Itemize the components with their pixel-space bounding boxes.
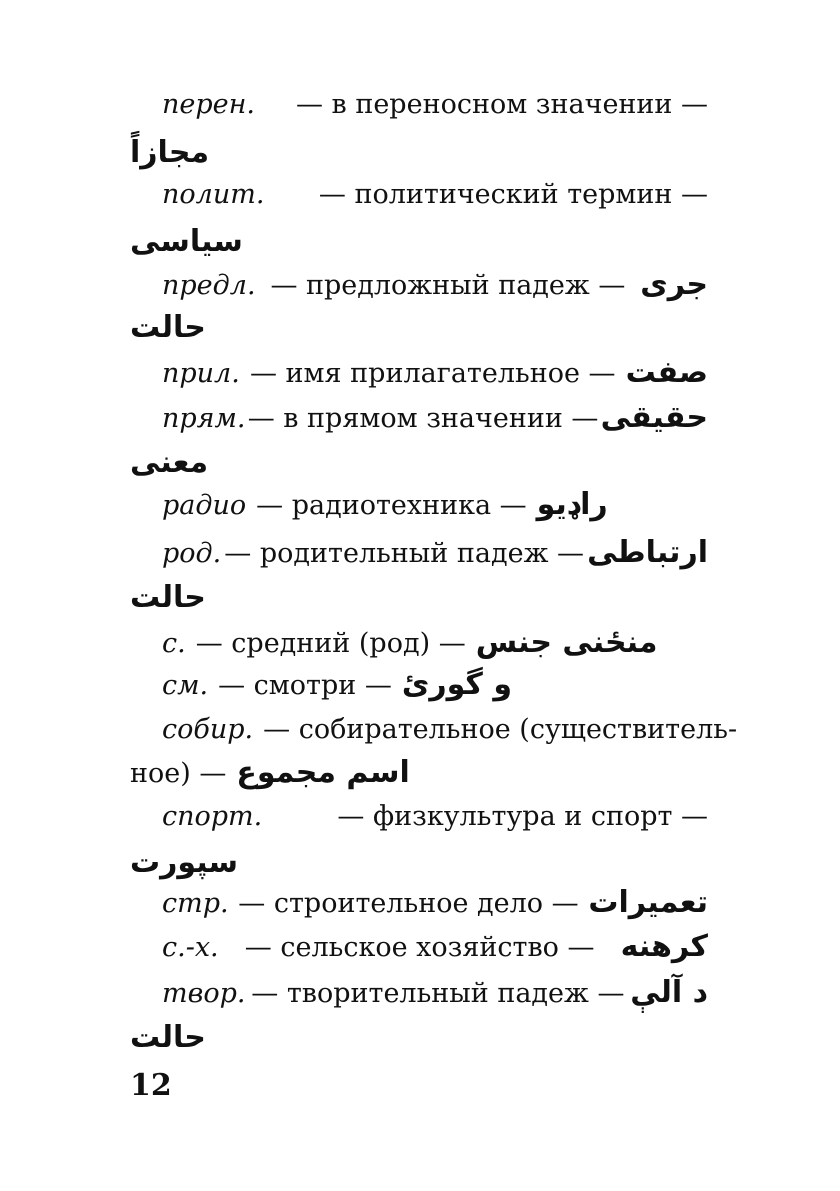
entry-line <box>162 348 708 398</box>
entry-abbreviation: перен. <box>162 89 255 120</box>
entry-definition: — смотри — <box>218 670 392 701</box>
entry-definition: — средний (род) — <box>195 628 466 659</box>
entry-abbreviation: стр. <box>162 888 229 919</box>
entry-abbreviation: твор. <box>162 978 246 1009</box>
entry-line <box>130 1013 708 1063</box>
entry-arabic-translation: سیاسی <box>130 224 243 259</box>
entry-definition: — собирательное (существитель- <box>263 714 738 745</box>
entry-abbreviation: спорт. <box>162 801 263 832</box>
entry-abbreviation: прил. <box>162 358 240 389</box>
entry-arabic-continuation: حالت <box>130 1020 206 1055</box>
entry-definition: — предложный падеж — <box>270 270 626 301</box>
entry-arabic-translation: جری <box>640 267 708 302</box>
entry-arabic-translation: سپورت <box>130 845 238 880</box>
entry-abbreviation: с. <box>162 628 186 659</box>
entry-arabic-translation: کرهنه <box>620 929 708 964</box>
entry-abbreviation: собир. <box>162 714 254 745</box>
entry-definition: — радиотехника — <box>256 490 527 521</box>
entry-definition: — сельское хозяйство — <box>244 932 595 963</box>
entry-abbreviation: прям. <box>162 403 246 434</box>
entry-abbreviation: предл. <box>162 270 256 301</box>
entry-definition: — физкультура и спорт — <box>337 801 708 832</box>
entry-definition: — в переносном значении — <box>295 89 708 120</box>
entry-definition: — политический термин — <box>318 179 708 210</box>
entry-line <box>162 393 708 443</box>
entry-line <box>130 303 708 353</box>
entry-arabic-translation: راډیو <box>536 487 608 522</box>
entry-definition-continuation: ное) — <box>130 758 227 789</box>
entry-definition: — строительное дело — <box>238 888 579 919</box>
entry-line <box>162 922 708 972</box>
entry-arabic-continuation: حالت <box>130 310 206 345</box>
entry-line <box>162 660 708 710</box>
entry-definition: — имя прилагательное — <box>249 358 616 389</box>
entry-definition: — родительный падеж — <box>224 538 584 569</box>
entry-definition: — в прямом значении — <box>247 403 599 434</box>
entry-arabic-translation: و گورئ <box>401 667 512 702</box>
entry-arabic-translation: مجازاً <box>130 135 210 170</box>
entry-arabic-continuation: معنی <box>130 445 209 480</box>
entry-abbreviation: род. <box>162 538 222 569</box>
entry-line <box>162 80 708 130</box>
entry-line <box>162 170 708 220</box>
entry-abbreviation: см. <box>162 670 209 701</box>
page-number: 12 <box>130 1068 172 1103</box>
entry-abbreviation: с.-х. <box>162 932 219 963</box>
entry-line <box>162 480 708 530</box>
entry-definition: — творительный падеж — <box>251 978 625 1009</box>
entry-line <box>130 748 708 798</box>
entry-abbreviation: радио <box>162 490 247 521</box>
entry-arabic-translation: ارتباطی <box>587 535 708 570</box>
entry-arabic-continuation: حالت <box>130 580 206 615</box>
entry-arabic-translation: اسم مجموع <box>236 755 410 790</box>
entry-arabic-translation: تعمیرات <box>588 885 708 920</box>
entry-arabic-translation: حقیقی <box>600 400 708 435</box>
entry-arabic-translation: صفت <box>625 355 708 390</box>
entry-arabic-translation: د آلې <box>630 975 708 1010</box>
entry-abbreviation: полит. <box>162 179 265 210</box>
entry-line <box>130 573 708 623</box>
entry-line <box>162 878 708 928</box>
entry-line <box>162 528 708 578</box>
entry-line <box>162 792 708 842</box>
entry-arabic-translation: منځنی جنس <box>475 625 658 660</box>
entry-line <box>162 968 708 1018</box>
